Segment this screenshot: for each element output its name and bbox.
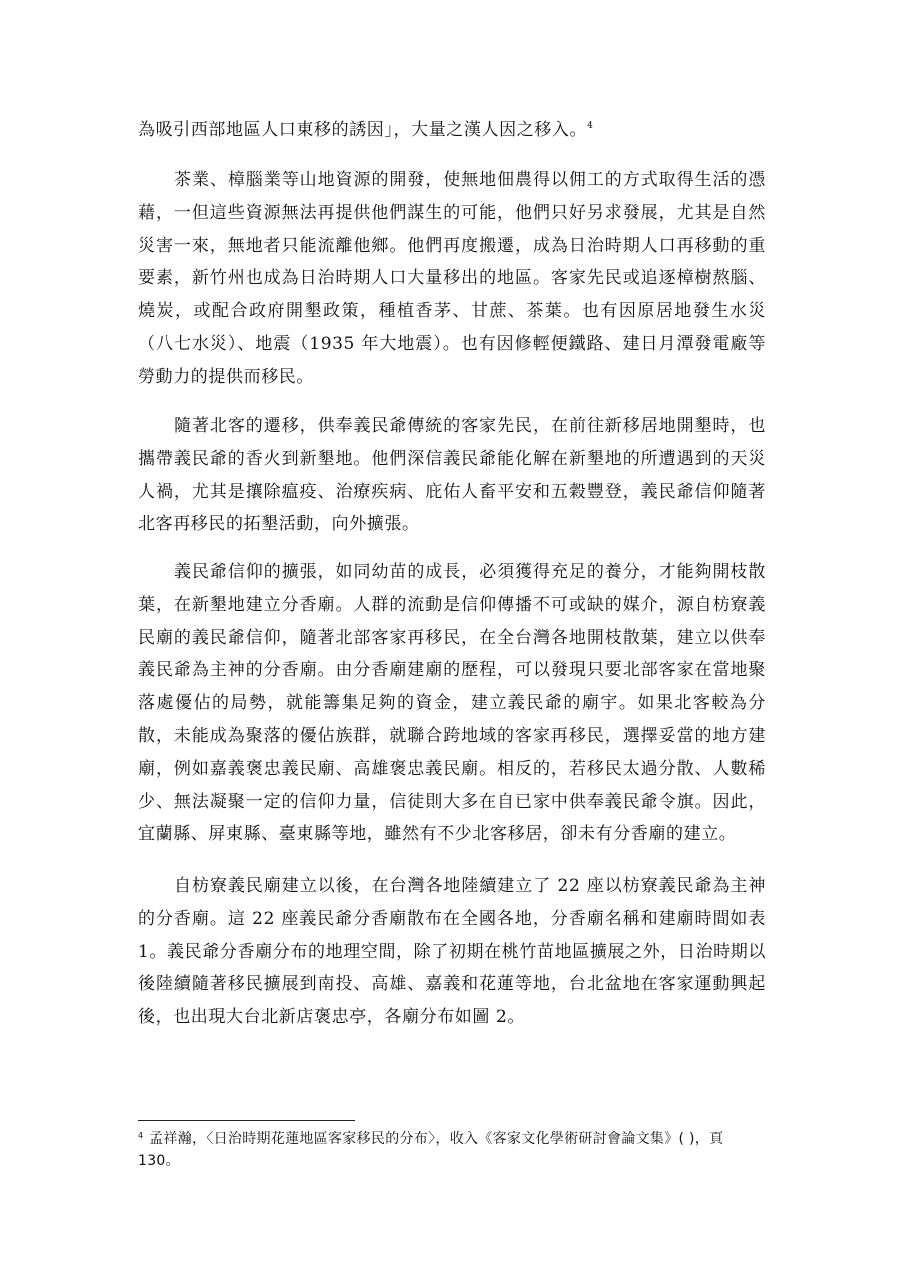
footnote-reference[interactable]: 4 [587, 121, 593, 131]
continuation-text: 為吸引西部地區人口東移的誘因」，大量之漢人因之移入。 [138, 120, 588, 140]
footnote-divider [138, 1120, 355, 1121]
footnote-text: 孟祥瀚，〈日治時期花蓮地區客家移民的分布〉，收入《客家文化學術研討會論文集》( )，頁 130。 [138, 1131, 724, 1169]
paragraph-4: 自枋寮義民廟建立以後，在台灣各地陸續建立了 22 座以枋寮義民爺為主神的分香廟。這 22 座義民爺分香廟散布在全國各地，分香廟名稱和建廟時間如表 1。義民爺分香廟分布的地理空間，除了初期在桃竹苗地區擴展之外，日治時期以後陸續隨著移民擴展到南投、高雄、嘉義和花蓮等地，台北盆地在客家運動興起後，也出現大台北新店褒忠亭，各廟分布如圖 2。 [138, 876, 766, 1028]
paragraph-1: 茶業、樟腦業等山地資源的開發，使無地佃農得以佣工的方式取得生活的憑藉，一但這些資源無法再提供他們謀生的可能，他們只好另求發展，尤其是自然災害一來，無地者只能流離他鄉。他們再度搬遷，成為日治時期人口再移動的重要素，新竹州也成為日治時期人口大量移出的地區。客家先民或追逐樟樹熬腦、燒炭，或配合政府開墾政策，種植香茅、甘蔗、茶葉。也有因原居地發生水災（八七水災）、地震（1935 年大地震）。也有因修輕便鐵路、建日月潭發電廠等勞動力的提供而移民。 [138, 170, 766, 387]
footnote [138, 1128, 766, 1172]
paragraph-3: 義民爺信仰的擴張，如同幼苗的成長，必須獲得充足的養分，才能夠開枝散葉，在新墾地建立分香廟。人群的流動是信仰傳播不可或缺的媒介，源自枋寮義民廟的義民爺信仰，隨著北部客家再移民，在全台灣各地開枝散葉，建立以供奉義民爺為主神的分香廟。由分香廟建廟的歷程，可以發現只要北部客家在當地聚落處優佔的局勢，就能籌集足夠的資金，建立義民爺的廟宇。如果北客較為分散，未能成為聚落的優佔族群，就聯合跨地域的客家再移民，選擇妥當的地方建廟，例如嘉義褒忠義民廟、高雄褒忠義民廟。相反的，若移民太過分散、人數稀少、無法凝聚一定的信仰力量，信徒則大多在自已家中供奉義民爺令旗。因此，宜蘭縣、屏東縣、臺東縣等地，雖然有不少北客移居，卻未有分香廟的建立。 [138, 562, 766, 845]
footnote-number: 4 [138, 1131, 144, 1140]
continuation-line [138, 114, 766, 147]
paragraph-2: 隨著北客的遷移，供奉義民爺傳統的客家先民，在前往新移居地開墾時，也攜帶義民爺的香火到新墾地。他們深信義民爺能化解在新墾地的所遭遇到的天災人禍，尤其是攘除瘟疫、治療疾病、庇佑人畜平安和五穀豐登，義民爺信仰隨著北客再移民的拓墾活動，向外擴張。 [138, 416, 766, 535]
